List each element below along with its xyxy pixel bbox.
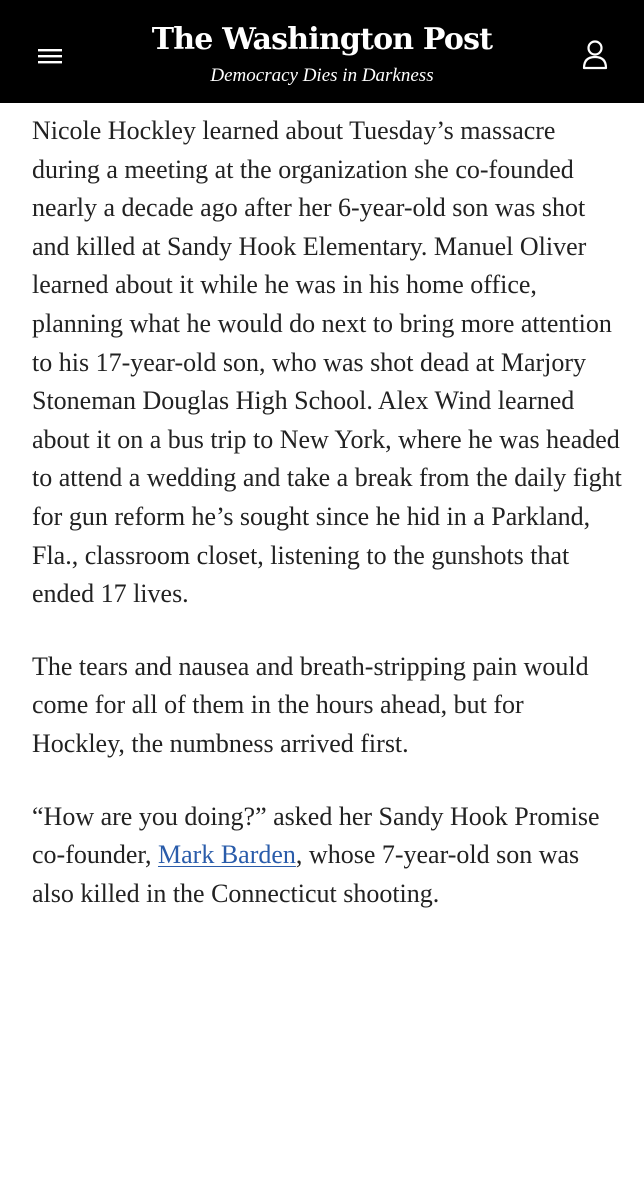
article-body bbox=[32, 112, 622, 947]
article-paragraph-1: Nicole Hockley learned about Tuesday’s massacre during a meeting at the organization she co-founded nearly a decade ago after her 6-year-old son was shot and killed at Sandy Hook Elementary. Manuel Oliver learned about it while he was in his home office, planning what he would do next to bring more attention to his 17-year-old son, who was shot dead at Marjory Stoneman Douglas High School. Alex Wind learned about it on a bus trip to New York, where he was headed to attend a wedding and take a break from the daily fight for gun reform he’s sought since he hid in a Parkland, Fla., classroom closet, listening to the gunshots that ended 17 lives. bbox=[32, 116, 622, 609]
top-navigation-bar bbox=[0, 0, 644, 103]
user-account-icon[interactable] bbox=[576, 38, 614, 72]
mark-barden-link[interactable]: Mark Barden bbox=[158, 840, 296, 870]
site-tagline: Democracy Dies in Darkness bbox=[210, 65, 434, 86]
masthead bbox=[0, 18, 644, 88]
article-paragraph-2: The tears and nausea and breath-stripping pain would come for all of them in the hours ahead, but for Hockley, the numbness arrived first. bbox=[32, 651, 589, 758]
paragraph-3-text-before: “How are you doing?” asked her Sandy Hook Promise co-founder, bbox=[32, 801, 600, 870]
article-paragraph-3 bbox=[32, 798, 622, 914]
site-logo[interactable]: The Washington Post bbox=[151, 22, 493, 57]
paragraph-3-text-after: , whose 7-year-old son was also killed in the Connecticut shooting. bbox=[32, 840, 580, 908]
